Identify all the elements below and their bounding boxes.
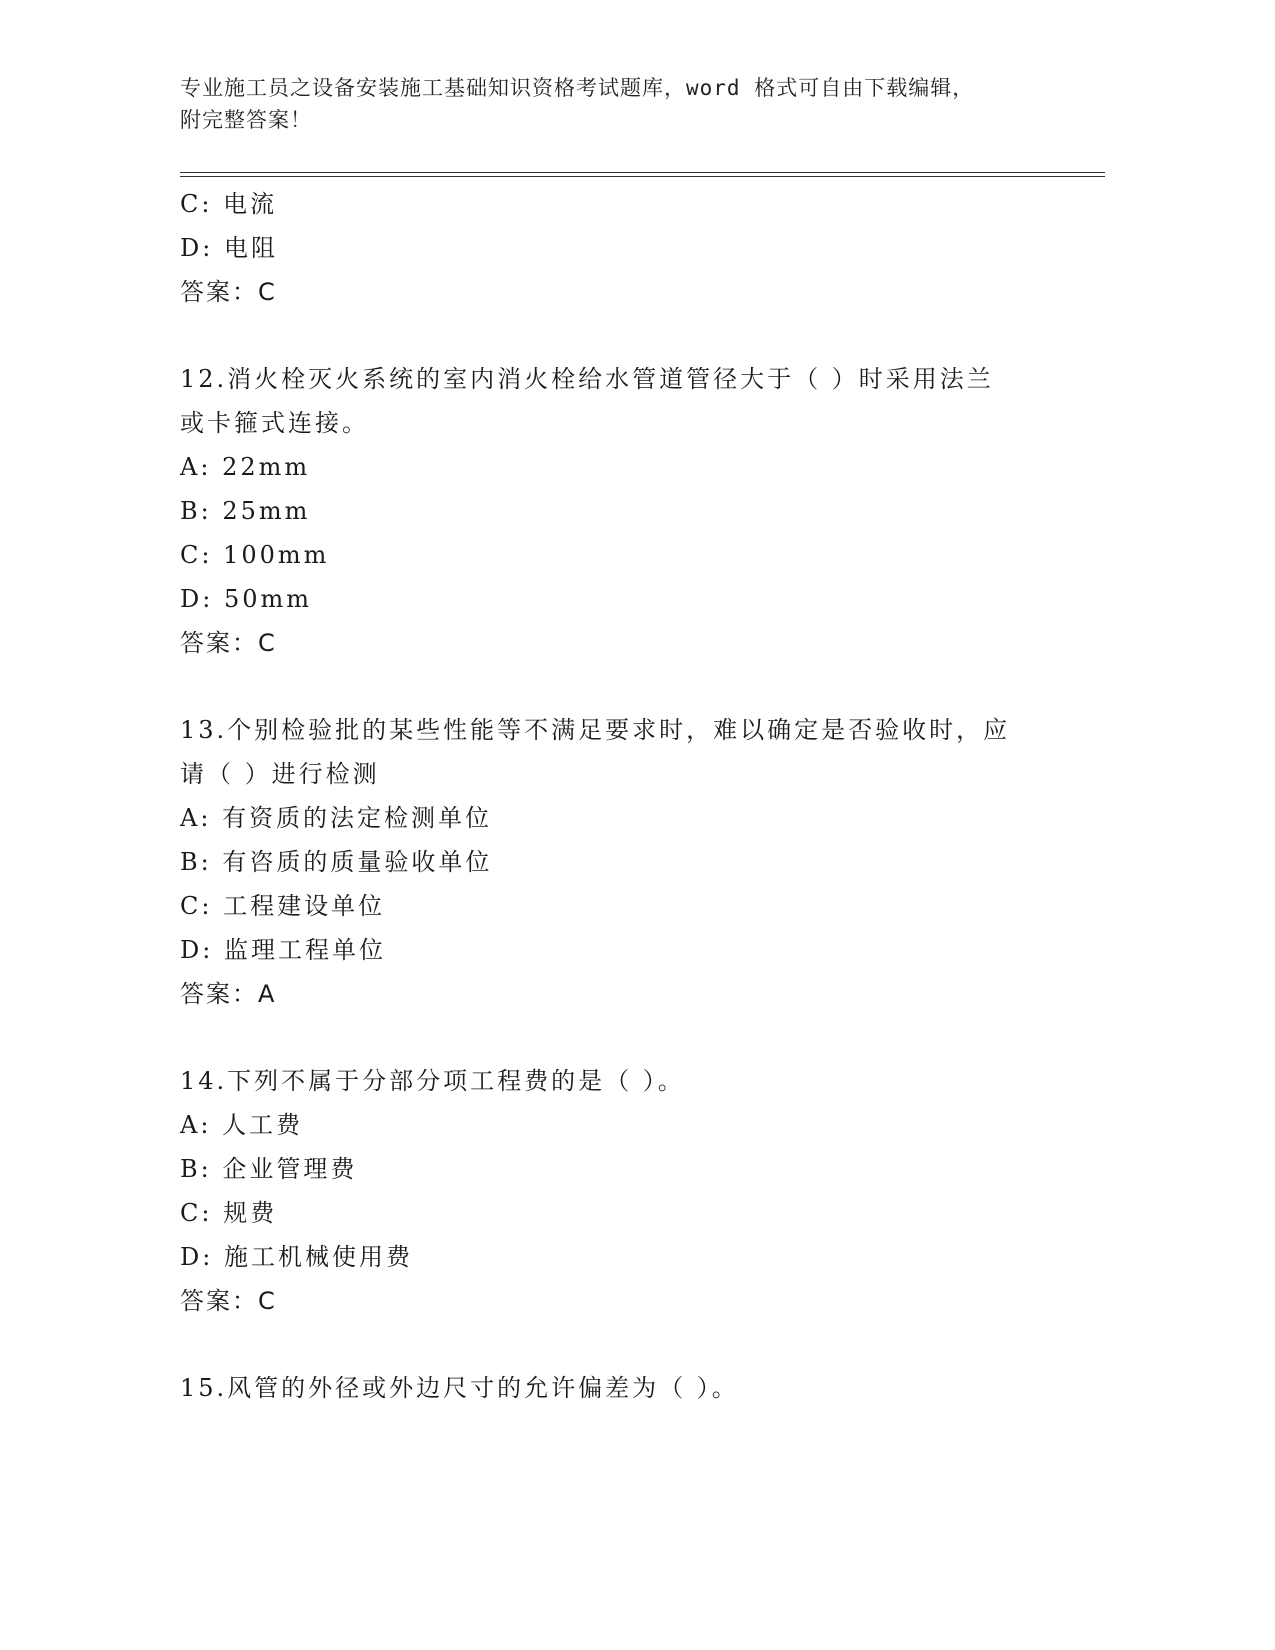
answer-line: 答案：C	[180, 278, 277, 306]
option-key: C:	[180, 892, 213, 920]
option-d	[180, 928, 1040, 972]
option-key: A:	[180, 453, 212, 481]
option-text: 100mm	[223, 541, 330, 569]
answer-line: 答案：C	[180, 1287, 277, 1315]
option-a	[180, 1103, 1040, 1147]
header-line-1: 专业施工员之设备安装施工基础知识资格考试题库，word 格式可自由下载编辑，	[180, 76, 975, 100]
header-divider-bottom	[180, 176, 1105, 177]
option-text: 电流	[223, 190, 278, 218]
option-d	[180, 1235, 1040, 1279]
option-c	[180, 1191, 1040, 1235]
option-d	[180, 577, 1040, 621]
option-b	[180, 489, 1040, 533]
option-c	[180, 182, 1040, 226]
option-key: D:	[180, 585, 214, 613]
question-list	[180, 182, 1040, 1410]
option-key: C:	[180, 1199, 213, 1227]
option-text: 工程建设单位	[223, 892, 386, 920]
option-key: C:	[180, 541, 213, 569]
option-text: 有咨质的质量验收单位	[222, 848, 493, 876]
option-a	[180, 796, 1040, 840]
question-14-text: 14.下列不属于分部分项工程费的是（ ）。	[180, 1067, 685, 1095]
option-text: 施工机械使用费	[223, 1243, 413, 1271]
option-key: D:	[180, 1243, 214, 1271]
option-key: D:	[180, 234, 214, 262]
question-15-text: 15.风管的外径或外边尺寸的允许偏差为（ ）。	[180, 1374, 739, 1402]
header-line-2: 附完整答案！	[180, 108, 312, 132]
header-divider-top	[180, 172, 1105, 173]
option-d	[180, 226, 1040, 270]
question-12-text-cont: 或卡箍式连接。	[180, 409, 369, 437]
document-header	[180, 72, 1080, 136]
option-text: 企业管理费	[222, 1155, 358, 1183]
option-key: B:	[180, 497, 212, 525]
option-b	[180, 1147, 1040, 1191]
option-text: 25mm	[222, 497, 311, 525]
option-key: B:	[180, 848, 212, 876]
option-key: A:	[180, 1111, 212, 1139]
option-key: A:	[180, 804, 212, 832]
option-key: B:	[180, 1155, 212, 1183]
option-key: C:	[180, 190, 213, 218]
option-text: 规费	[223, 1199, 278, 1227]
option-text: 监理工程单位	[223, 936, 386, 964]
option-key: D:	[180, 936, 214, 964]
option-b	[180, 840, 1040, 884]
option-a	[180, 445, 1040, 489]
option-c	[180, 884, 1040, 928]
question-12-text: 12.消火栓灭火系统的室内消火栓给水管道管径大于（ ）时采用法兰	[180, 365, 994, 393]
option-c	[180, 533, 1040, 577]
answer-line: 答案：A	[180, 980, 277, 1008]
question-13-text: 13.个别检验批的某些性能等不满足要求时，难以确定是否验收时，应	[180, 716, 1011, 744]
option-text: 电阻	[223, 234, 278, 262]
option-text: 50mm	[223, 585, 313, 613]
option-text: 22mm	[222, 453, 311, 481]
option-text: 人工费	[222, 1111, 304, 1139]
option-text: 有资质的法定检测单位	[222, 804, 493, 832]
answer-line: 答案：C	[180, 629, 277, 657]
question-13-text-cont: 请（ ）进行检测	[180, 760, 380, 788]
